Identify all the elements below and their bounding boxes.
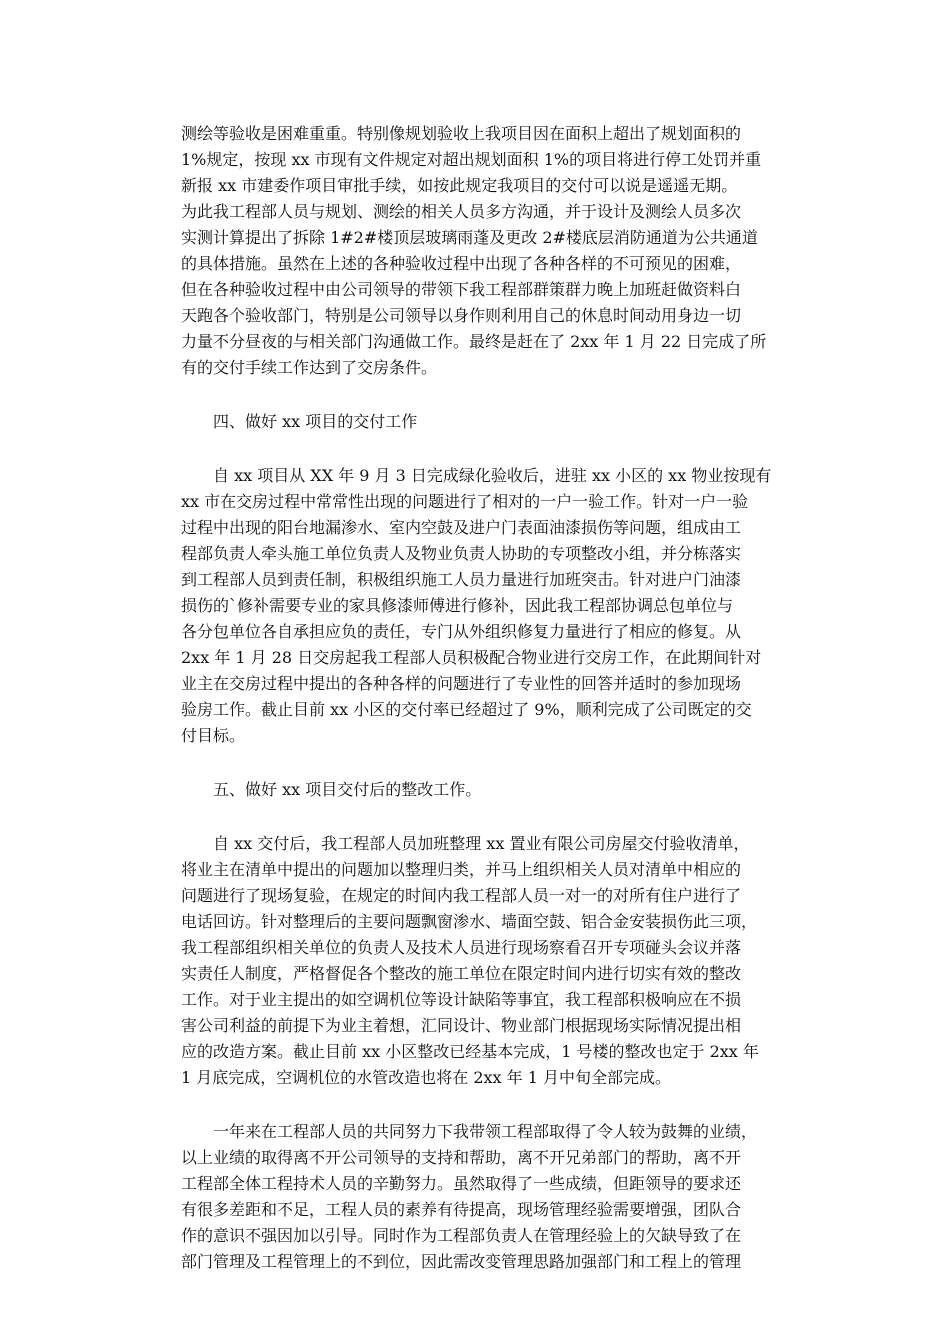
text-line: 电话回访。针对整理后的主要问题飘窗渗水、墙面空鼓、铝合金安装损伤此三项， xyxy=(181,912,758,931)
text-line: 各分包单位各自承担应负的责任，专门从外组织修复力量进行了相应的修复。从 xyxy=(181,622,742,641)
text-line: 应的改造方案。截止目前 xx 小区整改已经基本完成，1 号楼的整改也定于 2xx 年 xyxy=(181,1042,759,1061)
text-line: 问题进行了现场复验，在规定的时间内我工程部人员一对一的对所有住户进行了 xyxy=(181,886,742,905)
text-line: 实测计算提出了拆除 1#2#楼顶层玻璃雨蓬及更改 2#楼底层消防通道为公共通道 xyxy=(181,228,758,247)
text-line: 测绘等验收是困难重重。特别像规划验收上我项目因在面积上超出了规划面积的 xyxy=(181,124,742,143)
text-line: 程部负责人牵头施工单位负责人及物业负责人协助的专项整改小组，并分栋落实 xyxy=(181,544,742,563)
text-line: 以上业绩的取得离不开公司领导的支持和帮助，离不开兄弟部门的帮助，离不开 xyxy=(181,1148,742,1167)
text-line: 作的意识不强因加以引导。同时作为工程部负责人在管理经验上的欠缺导致了在 xyxy=(181,1226,742,1245)
text-line: 有的交付手续工作达到了交房条件。 xyxy=(181,358,438,377)
text-line: 损伤的`修补需要专业的家具修漆师傅进行修补，因此我工程部协调总包单位与 xyxy=(181,596,734,615)
paragraph-gap xyxy=(181,803,781,831)
text-line: 将业主在清单中提出的问题加以整理归类，并马上组织相关人员对清单中相应的 xyxy=(181,860,742,879)
text-line: 有很多差距和不足，工程人员的素养有待提高，现场管理经验需要增强，团队合 xyxy=(181,1200,742,1219)
paragraph-3 xyxy=(181,831,781,1091)
heading-text: 四、做好 xx 项目的交付工作 xyxy=(213,412,418,431)
text-line: 力量不分昼夜的与相关部门沟通做工作。最终是赶在了 2xx 年 1 月 22 日完成了所 xyxy=(181,332,767,351)
text-line: 付目标。 xyxy=(181,726,246,745)
text-line: 业主在交房过程中提出的各种各样的问题进行了专业性的回答并适时的参加现场 xyxy=(181,674,742,693)
text-line: xx 市在交房过程中常常性出现的问题进行了相对的一户一验工作。针对一户一验 xyxy=(181,492,749,511)
text-line: 工作。对于业主提出的如空调机位等设计缺陷等事宜，我工程部积极响应在不损 xyxy=(181,990,742,1009)
text-line: 工程部全体工程持术人员的辛勤努力。虽然取得了一些成绩，但距领导的要求还 xyxy=(181,1174,742,1193)
paragraph-gap xyxy=(181,435,781,463)
paragraph-2 xyxy=(181,463,781,749)
paragraph-gap xyxy=(181,1091,781,1119)
paragraph-1 xyxy=(181,121,781,381)
text-line: 实责任人制度，严格督促各个整改的施工单位在限定时间内进行切实有效的整改 xyxy=(181,964,742,983)
text-line: 为此我工程部人员与规划、测绘的相关人员多方沟通，并于设计及测绘人员多次 xyxy=(181,202,742,221)
text-line: 害公司利益的前提下为业主着想，汇同设计、物业部门根据现场实际情况提出相 xyxy=(181,1016,742,1035)
text-line: 但在各种验收过程中由公司领导的带领下我工程部群策群力晚上加班赶做资料白 xyxy=(181,280,742,299)
text-line: 验房工作。截止目前 xx 小区的交付率已经超过了 9%，顺利完成了公司既定的交 xyxy=(181,700,752,719)
text-line: 一年来在工程部人员的共同努力下我带领工程部取得了令人较为鼓舞的业绩， xyxy=(213,1122,758,1141)
text-line: 2xx 年 1 月 28 日交房起我工程部人员积极配合物业进行交房工作，在此期间针对 xyxy=(181,648,762,667)
text-line: 新报 xx 市建委作项目审批手续，如按此规定我项目的交付可以说是遥遥无期。 xyxy=(181,176,738,195)
text-line: 1 月底完成，空调机位的水管改造也将在 2xx 年 1 月中旬全部完成。 xyxy=(181,1068,672,1087)
text-line: 我工程部组织相关单位的负责人及技术人员进行现场察看召开专项碰头会议并落 xyxy=(181,938,742,957)
document-page xyxy=(181,121,781,1275)
section-heading-4 xyxy=(181,409,781,435)
paragraph-4 xyxy=(181,1119,781,1275)
heading-text: 五、做好 xx 项目交付后的整改工作。 xyxy=(213,780,482,799)
section-heading-5 xyxy=(181,777,781,803)
paragraph-gap xyxy=(181,749,781,777)
text-line: 自 xx 交付后，我工程部人员加班整理 xx 置业有限公司房屋交付验收清单， xyxy=(213,834,750,853)
text-line: 部门管理及工程管理上的不到位，因此需改变管理思路加强部门和工程上的管理 xyxy=(181,1252,742,1271)
text-line: 自 xx 项目从 XX 年 9 月 3 日完成绿化验收后，进驻 xx 小区的 xx 物业按现有 xyxy=(213,466,772,485)
text-line: 1%规定，按现 xx 市现有文件规定对超出规划面积 1%的项目将进行停工处罚并重 xyxy=(181,150,762,169)
text-line: 天跑各个验收部门，特别是公司领导以身作则利用自己的休息时间动用身边一切 xyxy=(181,306,742,325)
paragraph-gap xyxy=(181,381,781,409)
text-line: 到工程部人员到责任制，积极组织施工人员力量进行加班突击。针对进户门油漆 xyxy=(181,570,742,589)
text-line: 过程中出现的阳台地漏渗水、室内空鼓及进户门表面油漆损伤等问题，组成由工 xyxy=(181,518,742,537)
text-line: 的具体措施。虽然在上述的各种验收过程中出现了各种各样的不可预见的困难， xyxy=(181,254,742,273)
